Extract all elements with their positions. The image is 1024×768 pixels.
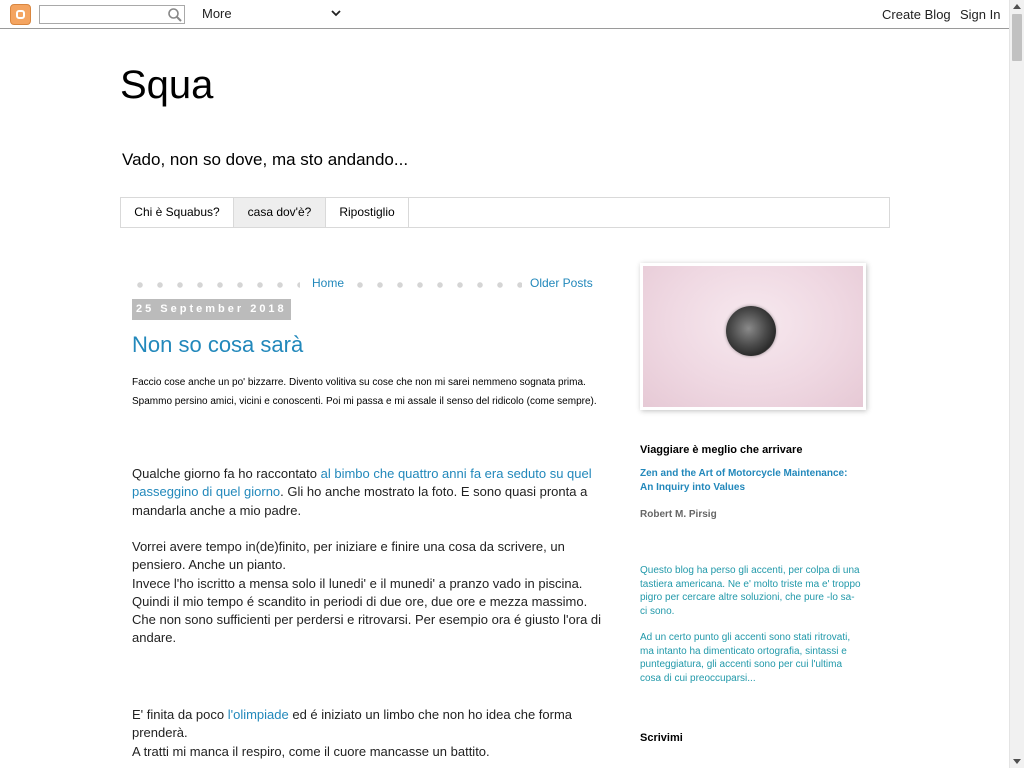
book-title-link[interactable]: Zen and the Art of Motorcycle Maintenance: An Inquiry into Values xyxy=(640,468,848,493)
pager-divider-right xyxy=(350,282,522,288)
tab-ripostiglio[interactable]: Ripostiglio xyxy=(326,198,409,227)
search-input[interactable] xyxy=(39,5,185,24)
scroll-down-arrow-icon[interactable] xyxy=(1013,759,1021,764)
sidebar-photo xyxy=(643,266,863,407)
chevron-down-icon xyxy=(330,7,342,19)
page-tabs xyxy=(120,197,890,228)
page-scrollbar[interactable] xyxy=(1009,0,1024,768)
post-link-olimpiade[interactable]: l'olimpiade xyxy=(227,707,289,722)
scroll-up-arrow-icon[interactable] xyxy=(1013,4,1021,9)
home-link[interactable]: Home xyxy=(312,276,345,290)
post-line: Invece l'ho iscritto a mensa solo il lunedi' e il munedi' a pranzo vado in piscina. xyxy=(132,575,583,591)
book-author: Robert M. Pirsig xyxy=(640,509,717,520)
blogger-navbar xyxy=(0,0,1009,29)
post-line xyxy=(132,706,602,743)
search-icon[interactable] xyxy=(167,7,183,23)
scroll-thumb[interactable] xyxy=(1012,14,1022,61)
sidebar-note-accents-found: Ad un certo punto gli accenti sono stati ritrovati, ma intanto ha dimenticato ortografia, sintassi e punteggiatura, gli accenti sono per cui l'ultima cosa di cui preoccuparsi... xyxy=(640,632,851,684)
sidebar-image-frame[interactable] xyxy=(640,263,866,410)
contact-widget-title: Scrivimi xyxy=(640,732,683,744)
post-text: Qualche giorno fa ho raccontato xyxy=(132,466,321,481)
drain-icon xyxy=(726,306,776,356)
tab-chi-e-squabus[interactable]: Chi è Squabus? xyxy=(121,198,234,227)
post-paragraph-3 xyxy=(132,706,602,761)
post-text: ed é iniziato un limbo che non ho idea che forma prenderà. xyxy=(132,707,573,741)
pager-divider-left xyxy=(130,282,300,288)
post-text: . Gli ho anche mostrato la foto. E sono quasi pronta a mandarla anche a mio padre. xyxy=(132,484,588,518)
sidebar-note-accents: Questo blog ha perso gli accenti, per colpa di una tastiera americana. Ne e' molto triste ma e' troppo pigro per cercare altre soluzioni, che pure -lo sa- ci sono. xyxy=(640,565,861,617)
blog-title[interactable]: Squa xyxy=(120,63,214,107)
post-date-header: 25 September 2018 xyxy=(132,299,291,320)
post-intro: Faccio cose anche un po' bizzarre. Divento volitiva su cose che non mi sarei nemmeno sognata prima. Spammo persino amici, vicini e conoscenti. Poi mi passa e mi assale il senso del ridicolo (come sempre). xyxy=(132,377,597,407)
more-dropdown-label: More xyxy=(202,6,232,21)
post-text: E' finita da poco xyxy=(132,707,228,722)
blog-description: Vado, non so dove, ma sto andando... xyxy=(122,150,409,169)
blogger-logo-icon[interactable] xyxy=(10,4,31,25)
create-blog-link[interactable]: Create Blog xyxy=(882,7,951,22)
post-paragraph-1 xyxy=(132,465,602,520)
post-line: Quindi il mio tempo é scandito in periodi di due ore, due ore e mezza massimo. Che non sono sufficienti per perdersi e ritrovarsi. Per esempio ora é giusto l'ora di andare. xyxy=(132,593,602,646)
reading-widget-title: Viaggiare è meglio che arrivare xyxy=(640,444,803,456)
more-dropdown[interactable] xyxy=(202,6,344,24)
post-line: Vorrei avere tempo in(de)finito, per iniziare e finire una cosa da scrivere, un pensiero. Anche un pianto. xyxy=(132,539,565,573)
post-link-bimbo[interactable]: al bimbo che quattro anni fa era seduto su quel passeggino di quel giorno xyxy=(132,466,592,500)
sign-in-link[interactable]: Sign In xyxy=(960,7,1001,22)
tab-casa-dove[interactable]: casa dov'è? xyxy=(234,198,326,227)
older-posts-link[interactable]: Older Posts xyxy=(530,276,593,290)
post-title[interactable]: Non so cosa sarà xyxy=(132,332,304,357)
post-paragraph-2 xyxy=(132,538,602,648)
post-line: A tratti mi manca il respiro, come il cuore mancasse un battito. xyxy=(132,743,490,759)
